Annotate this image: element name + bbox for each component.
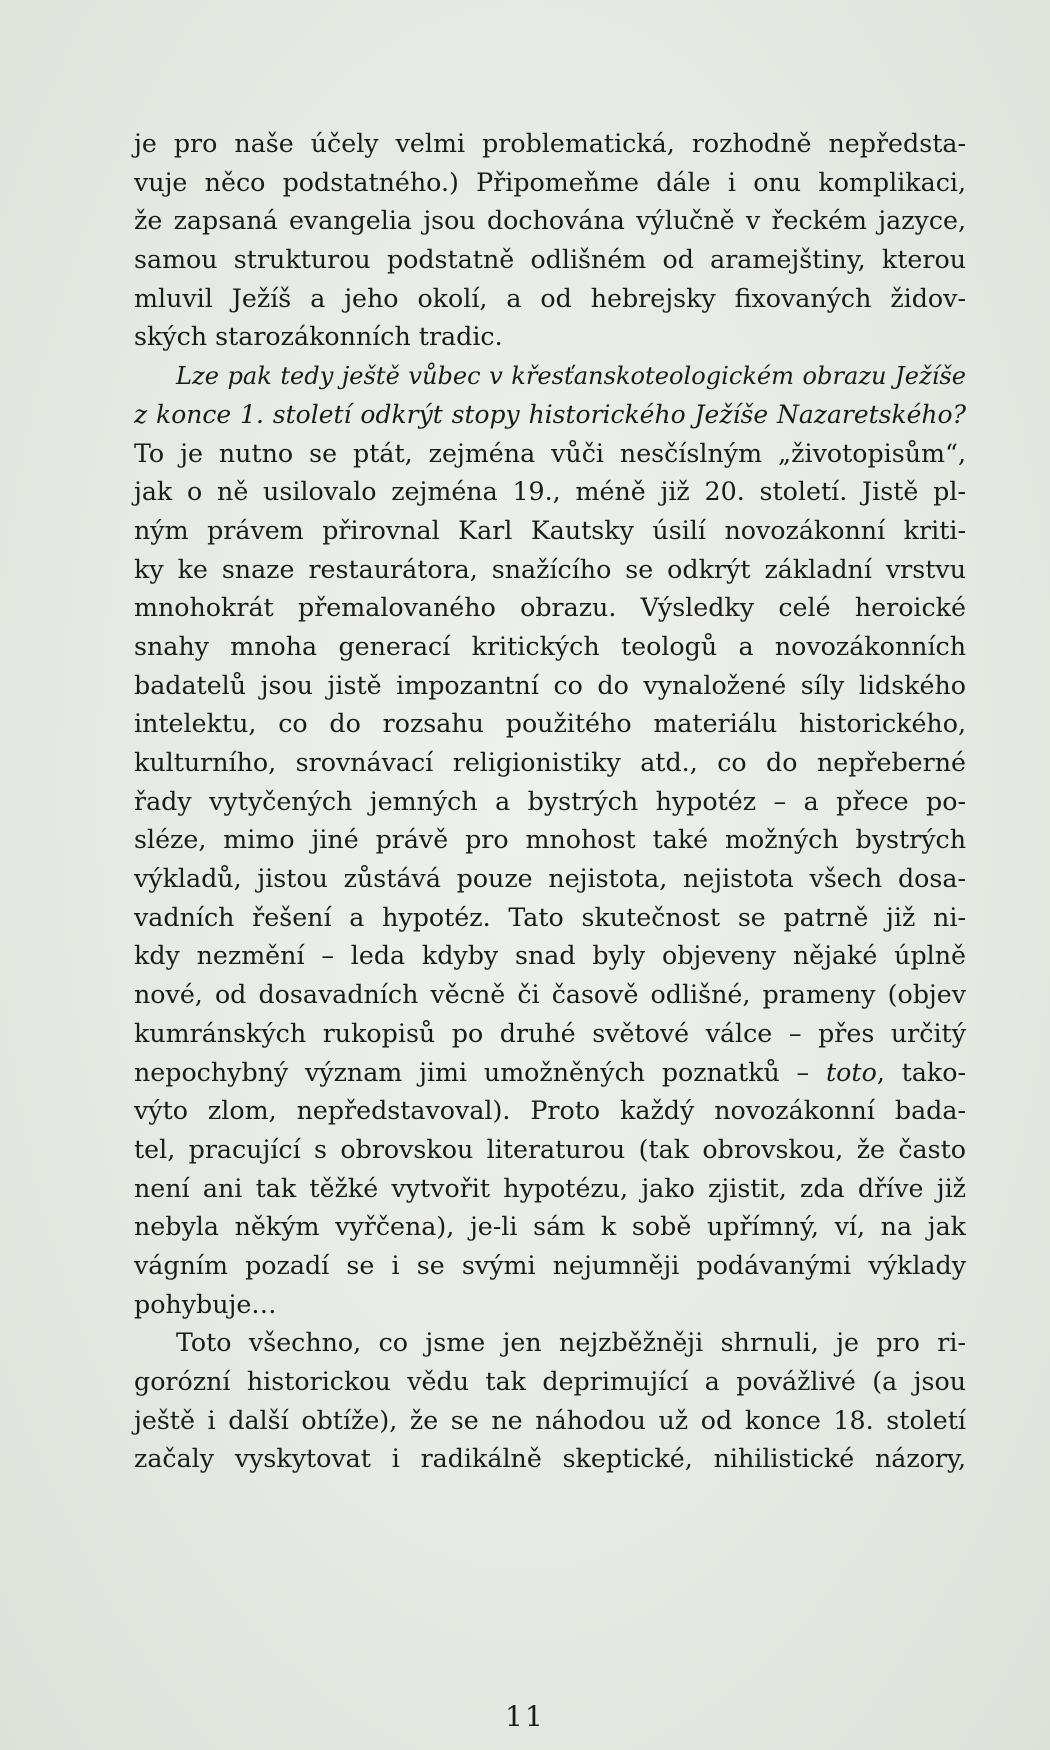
text-line: badatelů jsou jistě impozantní co do vynaložené síly lidského [134,670,966,700]
body-text [134,125,966,1479]
text-line: Lze pak tedy ještě vůbec v křesťanskoteologickém obrazu Ježíše [176,362,966,391]
text-line: je pro naše účely velmi problematická, rozhodně nepředsta- [134,129,966,158]
text-line: kulturního, srovnávací religionistiky atd., co do nepřeberné [134,748,966,777]
text-line: nové, od dosavadních věcně či časově odlišné, prameny (objev [134,980,966,1010]
text-line: není ani tak těžké vytvořit hypotézu, jako zjistit, zda dříve již [134,1173,966,1203]
text-line: z konce 1. století odkrýt stopy historického Ježíše Nazaretského? [134,399,966,429]
text-line: že zapsaná evangelia jsou dochována výlučně v řeckém jazyce, [134,206,966,236]
text-line: výkladů, jistou zůstává pouze nejistota, nejistota všech dosa- [134,864,966,894]
text-line: vágním pozadí se i se svými nejumněji podávanými výklady [134,1250,966,1280]
paragraph [134,125,966,357]
text-line: vuje něco podstatného.) Připomeňme dále i onu komplikaci, [134,167,966,197]
text-line: ských starozákonních tradic. [134,322,503,352]
text-line: ným právem přirovnal Karl Kautsky úsilí novozákonní kriti- [134,515,966,545]
text-line: gorózní historickou vědu tak deprimující a povážlivé (a jsou [134,1367,966,1396]
text-line: sléze, mimo jiné právě pro mnohost také možných bystrých [134,825,966,855]
text-line: To je nutno se ptát, zejména vůči nesčíslným „životopisům“, [134,438,966,468]
paragraph [134,1324,966,1479]
text-line: mnohokrát přemalovaného obrazu. Výsledky celé heroické [134,593,966,623]
text-line: kumránských rukopisů po druhé světové válce – přes určitý [134,1018,966,1048]
text-line: Toto všechno, co jsme jen nejzběžněji shrnuli, je pro ri- [176,1328,966,1358]
text-line: začaly vyskytovat i radikálně skeptické, nihilistické názory, [134,1444,966,1474]
text-line: řady vytyčených jemných a bystrých hypotéz – a přece po- [134,786,966,816]
text-line: ky ke snaze restaurátora, snažícího se odkrýt základní vrstvu [134,554,966,584]
text-line: pohybuje… [134,1289,277,1319]
text-line: tel, pracující s obrovskou literaturou (tak obrovskou, že často [134,1134,966,1164]
text-line: nebyla někým vyřčena), je-li sám k sobě upřímný, ví, na jak [134,1212,966,1242]
text-line: nepochybný význam jimi umožněných poznatků – toto, tako- [134,1057,967,1087]
page-number: 11 [505,1700,545,1733]
text-line: intelektu, co do rozsahu použitého materiálu historického, [134,709,966,739]
text-line: kdy nezmění – leda kdyby snad byly objeveny nějaké úplně [134,941,966,971]
text-line: ještě i další obtíže), že se ne náhodou už od konce 18. století [134,1405,966,1435]
text-line: samou strukturou podstatně odlišném od aramejštiny, kterou [134,245,966,275]
text-line: vadních řešení a hypotéz. Tato skutečnost se patrně již ni- [134,902,966,932]
text-line: výto zlom, nepředstavoval). Proto každý novozákonní bada- [134,1096,966,1126]
emphasis: toto [826,1057,877,1087]
text-line: jak o ně usilovalo zejména 19., méně již 20. století. Jistě pl- [134,477,966,507]
text-line: snahy mnoha generací kritických teologů a novozákonních [134,631,966,661]
paragraph [134,357,966,1324]
text-line: mluvil Ježíš a jeho okolí, a od hebrejsky fixovaných židov- [134,283,966,313]
